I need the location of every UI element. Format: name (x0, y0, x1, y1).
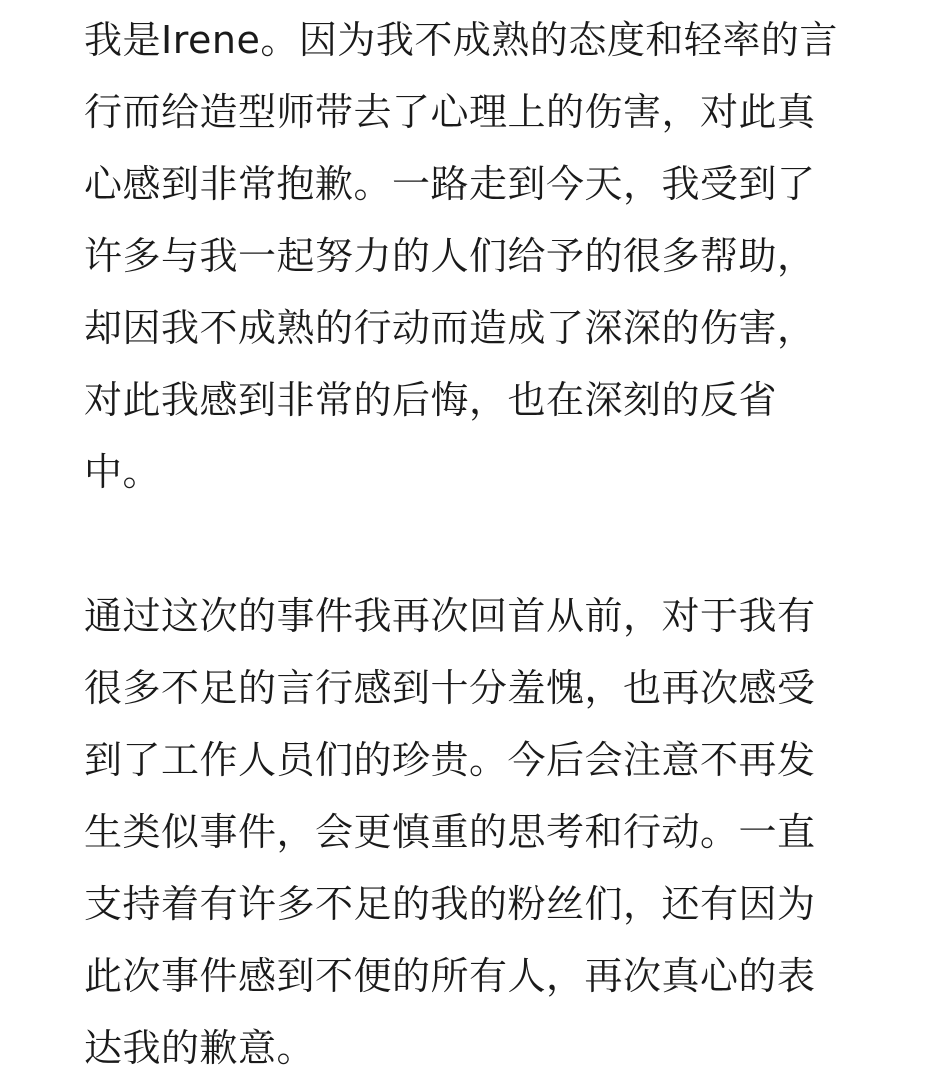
text-line: 很多不足的言行感到十分羞愧，也再次感受 (84, 666, 816, 710)
paragraph-gap (84, 508, 864, 580)
text-line: 此次事件感到不便的所有人，再次真心的表 (84, 954, 816, 998)
paragraph-1 (84, 4, 864, 508)
text-line: 生类似事件，会更慎重的思考和行动。一直 (84, 810, 816, 854)
text-line: 中。 (84, 450, 162, 494)
text-line: 行而给造型师带去了心理上的伤害，对此真 (84, 90, 816, 134)
text-line: 心感到非常抱歉。一路走到今天，我受到了 (84, 162, 816, 206)
text-line: 通过这次的事件我再次回首从前，对于我有 (84, 594, 816, 638)
text-line: 我是Irene。因为我不成熟的态度和轻率的言 (84, 18, 838, 62)
text-line: 对此我感到非常的后悔，也在深刻的反省 (84, 378, 778, 422)
apology-letter (84, 0, 864, 1084)
paragraph-2 (84, 580, 864, 1084)
text-line: 许多与我一起努力的人们给予的很多帮助， (84, 234, 816, 278)
text-line: 达我的歉意。 (84, 1026, 316, 1070)
text-line: 支持着有许多不足的我的粉丝们，还有因为 (84, 882, 816, 926)
text-line: 却因我不成熟的行动而造成了深深的伤害， (84, 306, 816, 350)
text-line: 到了工作人员们的珍贵。今后会注意不再发 (84, 738, 816, 782)
